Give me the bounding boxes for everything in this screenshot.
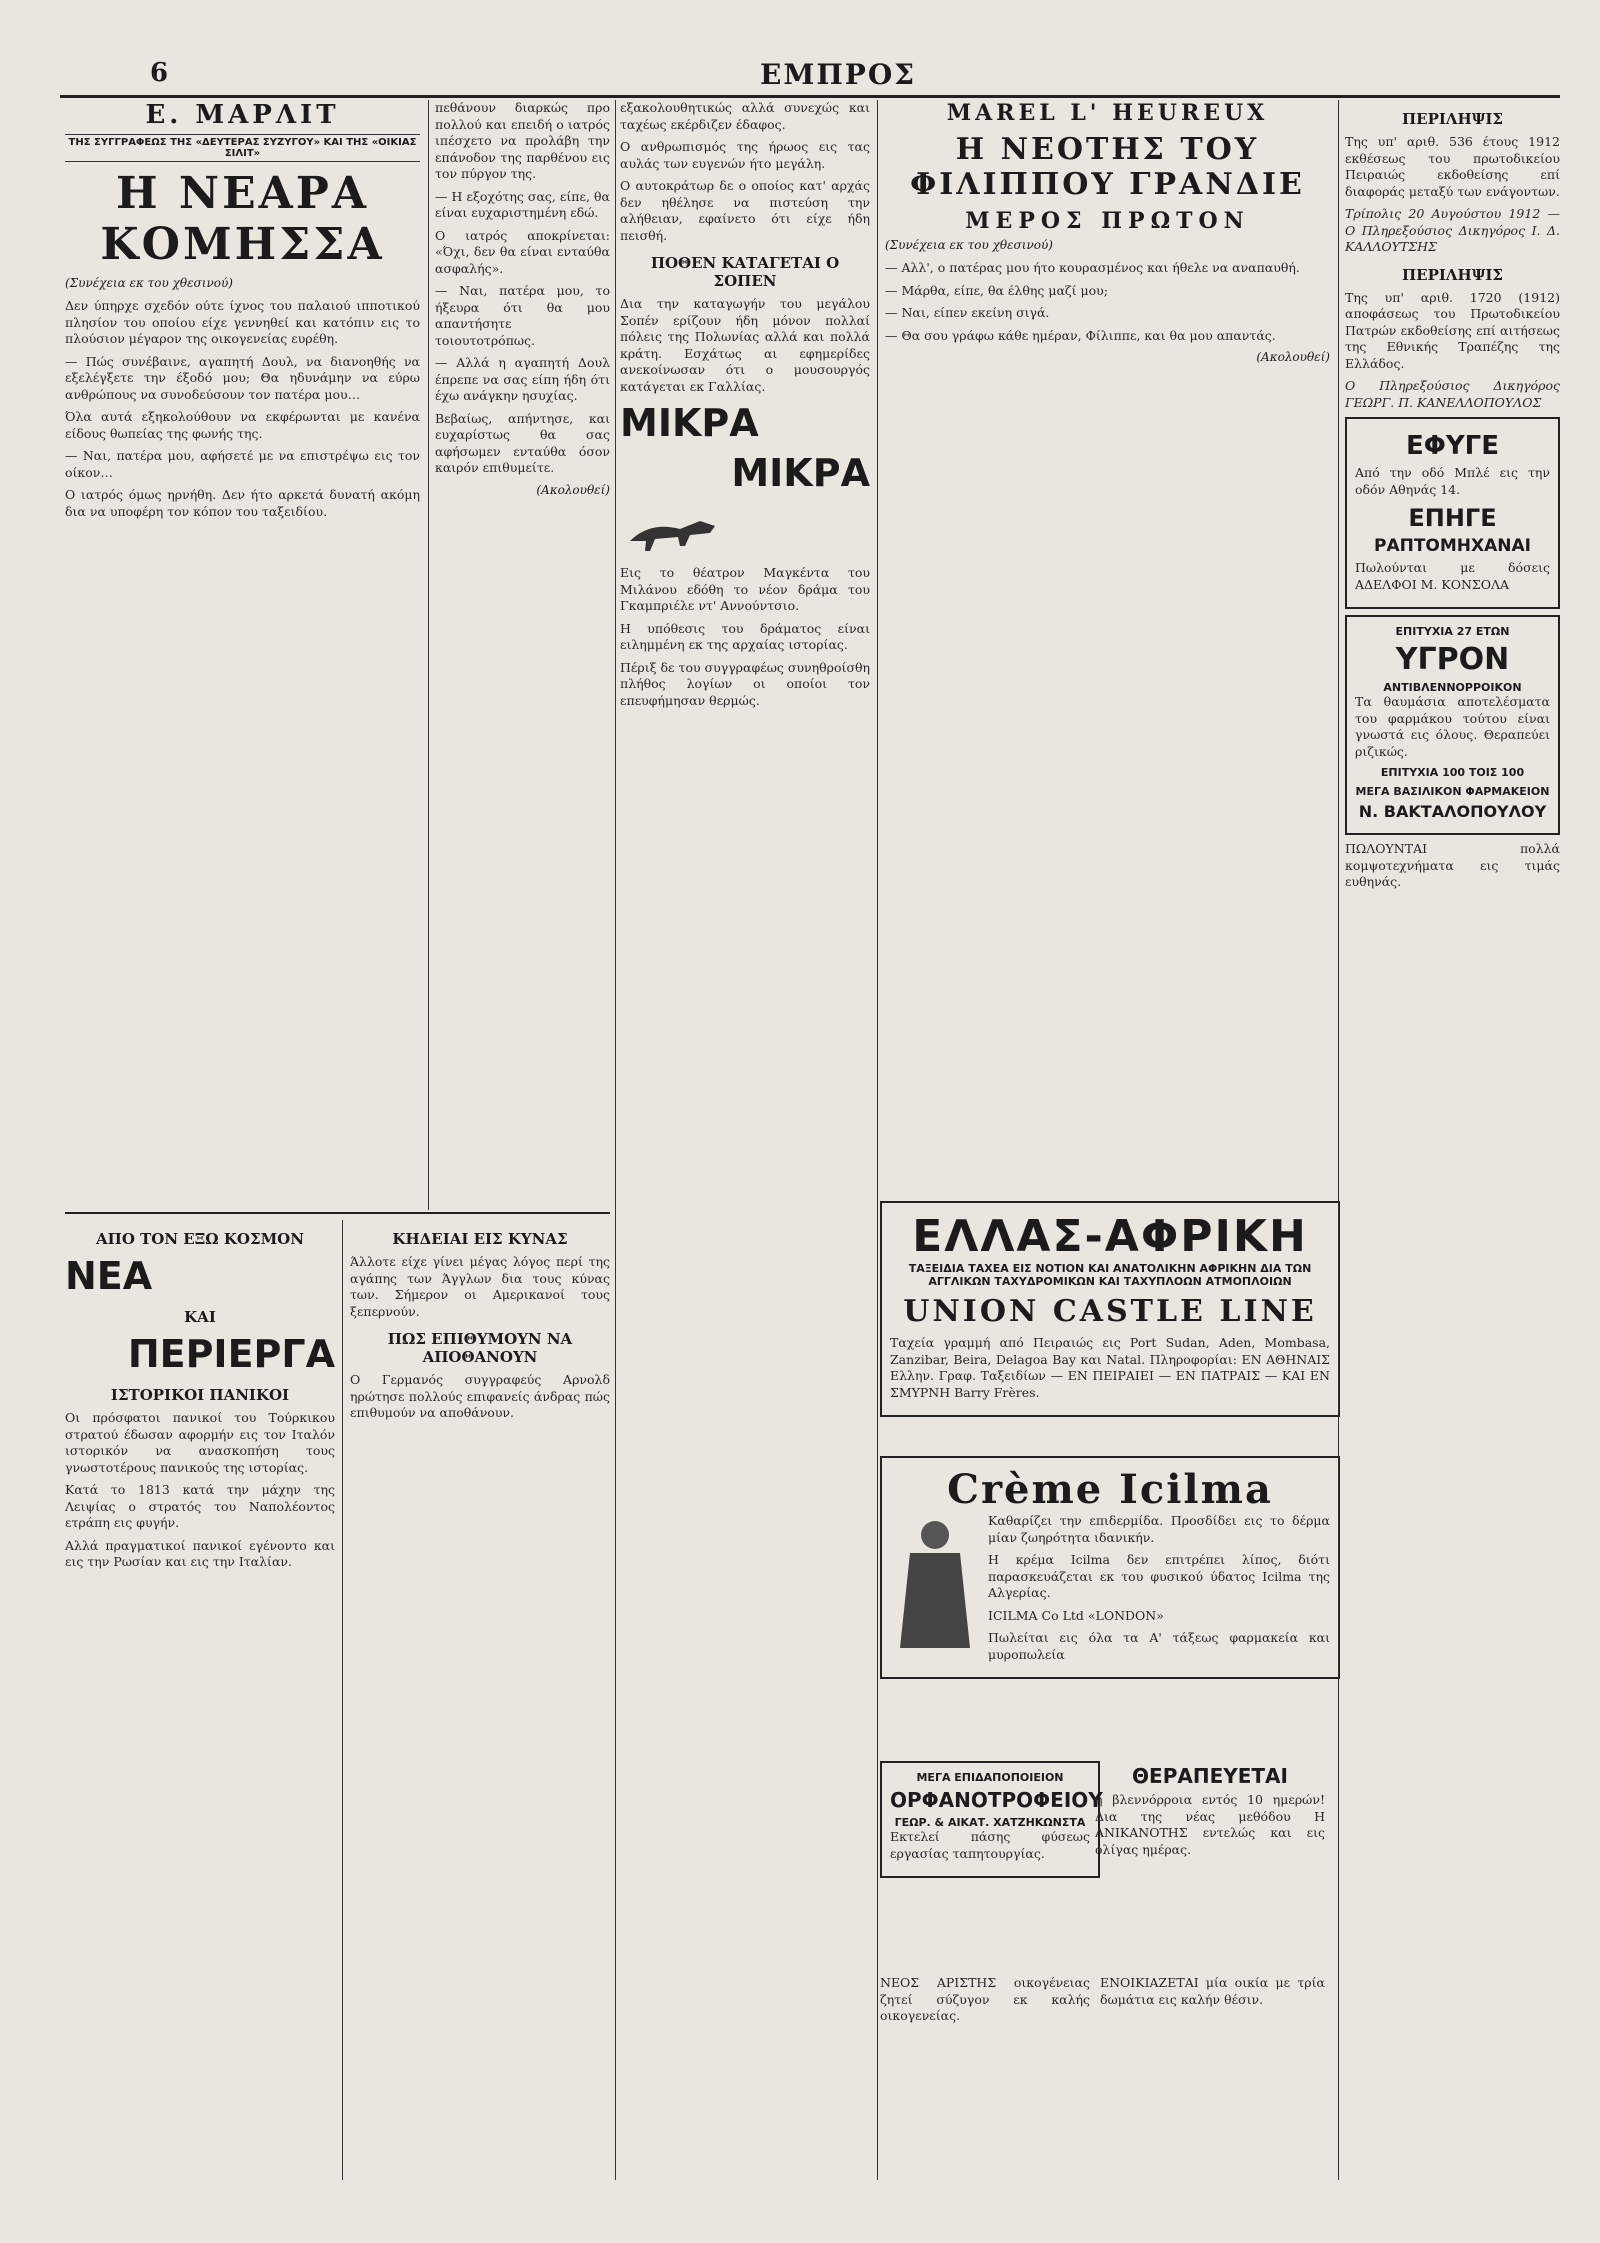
ad-orphan-head: ΜΕΓΑ ΕΠΙΔΑΠΟΠΟΙΕΙΟΝ [916,1771,1064,1784]
classified-text: ΕΝΟΙΚΙΑΖΕΤΑΙ μία οικία με τρία δωμάτια εις καλήν θέσιν. [1100,1975,1325,2007]
chopin-notice-title: ΠΟΘΕΝ ΚΑΤΑΓΕΤΑΙ Ο ΣΟΠΕΝ [650,254,840,290]
ygron-title: ΥΓΡΟΝ [1395,642,1510,677]
column-rule [342,1220,343,2180]
column-notices [1345,100,1560,897]
paragraph: — Ναι, πατέρα μου, το ήξευρα ότι θα μου απαντήσητε τοιουτοτρόπως. [435,283,610,348]
ygron-epityxia: ΕΠΙΤΥΧΙΑ 100 ΤΟΙΣ 100 [1380,766,1525,779]
ygron-sub: ΑΝΤΙΒΛΕΝΝΟΡΡΟΙΚΟΝ [1383,681,1522,694]
serial-continued: (Συνέχεια εκ του χθεσινού) [65,276,233,290]
serial-author: Ε. ΜΑΡΛΙΤ [145,100,340,130]
classified-text: ΠΩΛΟΥΝΤΑΙ πολλά κομψοτεχνήματα εις τιμάς ευθηνάς. [1345,841,1560,889]
serial2-part: ΜΕΡΟΣ ΠΡΩΤΟΝ [965,208,1250,234]
paragraph: — Ναι, είπεν εκείνη σιγά. [885,305,1050,320]
paragraph: Ο αυτοκράτωρ δε ο οποίος κατ' αρχάς δεν ηθέλησε να πιστεύση την αλήθειαν, εφαίνετο ότι είχε ήδη πεισθή. [620,178,870,243]
paragraph: Δεν ύπηρχε σχεδόν ούτε ίχνος του παλαιού ιπποτικού πλησίον του οποίου είχε γεννηθεί και κατόπιν εις το πλούσιον μέγαρον της οικογενείας ευρέθη. [65,298,420,346]
ad-efyge [1345,417,1560,609]
ad-therapy [1095,1760,1325,1864]
classified-bottom-left [880,1975,1090,2031]
paragraph: Η υπόθεσις του δράματος είναι ειλημμένη εκ της αρχαίας ιστορίας. [620,620,870,652]
paragraph: Πέριξ δε του συγγραφέως συνηθροίσθη πλήθος λογίων οι οποίοι τον επευφήμησαν θερμώς. [620,659,870,708]
column-rule [428,100,429,1210]
ygron-years: ΕΠΙΤΥΧΙΑ 27 ΕΤΩΝ [1395,625,1510,638]
serial2-signature: (Ακολουθεί) [1256,350,1330,364]
column-rule [615,100,616,2180]
serial-signature: (Ακολουθεί) [536,482,610,497]
mikra-title-1: ΜΙΚΡΑ [620,401,759,445]
perilipsis-signature: Τρίπολις 20 Αυγούστου 1912 — Ο Πληρεξούσιος Δικηγόρος Ι. Δ. ΚΑΛΛΟΥΤΣΗΣ [1345,206,1560,254]
ad-orphanage [880,1761,1103,1878]
news-kicker: ΑΠΟ ΤΟΝ ΕΞΩ ΚΟΣΜΟΝ [96,1230,304,1248]
news-head: ΙΣΤΟΡΙΚΟΙ ΠΑΝΙΚΟΙ [110,1386,290,1404]
ad-africa-line: UNION CASTLE LINE [903,1294,1317,1329]
paragraph: Δια την καταγωγήν του μεγάλου Σοπέν ερίζουν ήδη μόνον πολλαί πόλεις της Πολωνίας αλλά και πολλά κράτη. Εσχάτως αι εφημερίδες ανεκοίνωσαν ότι ο μουσουργός κατάγεται εκ Γαλλίας. [620,296,870,394]
news-title-erierga: ΠΕΡΙΕΡΓΑ [127,1332,335,1376]
column-rule [877,100,878,2180]
ad-creme-company: ICILMA Co Ltd «LONDON» [988,1607,1164,1623]
paragraph: Αλλά πραγματικοί πανικοί εγένοντο και εις την Ρωσίαν και εις την Ιταλίαν. [65,1537,335,1569]
ad-orphan-text: Εκτελεί πάσης φύσεως εργασίας ταπητουργίας. [890,1829,1090,1861]
paragraph: Όλα αυτά εξηκολούθουν να εκφέρωνται με κανένα είδους θωπείας της φωνής της. [65,409,420,441]
paragraph: — Η εξοχότης σας, είπε, θα είναι ευχαριστημένη εδώ. [435,188,610,220]
paragraph: Της υπ' αριθ. 536 έτους 1912 εκθέσεως του πρωτοδικείου Πειραιώς εκδοθείσης επί διαφοράς μεταξύ των ενάγοντων. [1345,134,1560,199]
paragraph: — Πώς συνέβαινε, αγαπητή Δουλ, να διανοηθής να εξελέγξετε την έξοδό μου; Θα ηδυνάμην να εύρω ανθρώπους να συνοδεύσουν τον πατέρα μου… [65,353,420,402]
paragraph: — Θα σου γράφω κάθε ημέραν, Φίλιππε, και θα μου απαντάς. [885,327,1276,343]
news-head-death: ΠΩΣ ΕΠΙΘΥΜΟΥΝ ΝΑ ΑΠΟΘΑΝΟΥΝ [387,1330,573,1366]
ad-therapy-title: ΘΕΡΑΠΕΥΕΤΑΙ [1132,1764,1288,1788]
ygron-text: Τα θαυμάσια αποτελέσματα του φαρμάκου τούτου είναι γνωστά εις όλους. Θεραπεύει ριζικώς. [1355,694,1550,759]
paragraph: Οι πρόσφατοι πανικοί του Τούρκικου στρατού έδωσαν αφορμήν εις τον Ιταλόν ιστορικόν να ανασκοπήση τους γνωστοτέρους πανικούς της ιστορίας. [65,1410,335,1475]
dog-illustration [620,501,730,561]
column-3 [620,100,870,715]
ad-creme-sold: Πωλείται εις όλα τα Α' τάξεως φαρμακεία και μυροπωλεία [988,1630,1330,1662]
ad-africa-text: Ταχεία γραμμή από Πειραιώς εις Port Sudan, Aden, Mombasa, Zanzibar, Beira, Delagoa Bay και Natal. Πληροφορίαι: ΕΝ ΑΘΗΝΑΙΣ Ελλην. Γραφ. Ταξειδίων — ΕΝ ΠΕΙΡΑΙΕΙ — ΕΝ ΠΑΤΡΑΙΣ — ΚΑΙ ΕΝ ΣΜΥΡΝΗ Barry Frères. [890,1335,1330,1400]
raptom-text: Πωλούνται με δόσεις ΑΔΕΛΦΟΙ Μ. ΚΟΝΣΟΛΑ [1355,560,1550,592]
news-column-2 [350,1220,610,1428]
paragraph: — Ναι, πατέρα μου, αφήσετέ με να επιστρέψω εις τον οίκον… [65,448,420,480]
efyge-title: ΕΦΥΓΕ [1405,431,1500,461]
epige-title: ΕΠΗΓΕ [1408,504,1497,532]
section-divider [65,1212,610,1214]
paragraph: Κατά το 1813 κατά την μάχην της Λειψίας ο στρατός του Ναπολέοντος ετράπη εις φυγήν. [65,1482,335,1530]
paragraph: Άλλοτε είχε γίνει μέγας λόγος περί της αγάπης των Άγγλων δια τους κύνας των. Σήμερον οι Αμερικανοί τους ξεπερνούν. [350,1254,610,1319]
classified-bottom-right [1100,1975,1325,2014]
newspaper-name: ΕΜΠΡΟΣ [760,58,917,91]
serial-byline: ΤΗΣ ΣΥΓΓΡΑΦΕΩΣ ΤΗΣ «ΔΕΥΤΕΡΑΣ ΣΥΖΥΓΟΥ» ΚΑΙ ΤΗΣ «ΟΙΚΙΑΣ ΣΙΛΙΤ» [65,134,420,162]
news-head-dogs: ΚΗΔΕΙΑΙ ΕΙΣ ΚΥΝΑΣ [392,1230,568,1248]
paragraph: — Αλλά η αγαπητή Δουλ έπρεπε να σας είπη ήδη ότι έχω ανάγκην ησυχίας. [435,355,610,403]
ad-ygron [1345,615,1560,835]
page-number: 6 [150,58,169,88]
serial-title: Η ΝΕΑΡΑ ΚΟΜΗΣΣΑ [100,168,385,270]
raptomichanai-title: ΡΑΠΤΟΜΗΧΑΝΑΙ [1373,536,1531,556]
column-serial-4 [885,100,1330,364]
news-title-kai: ΚΑΙ [184,1308,216,1326]
paragraph: — Αλλ', ο πατέρας μου ήτο κουρασμένος και ήθελε να αναπαυθή. [885,260,1300,275]
pharmacy-name: Ν. ΒΑΚΤΑΛΟΠΟΥΛΟΥ [1358,802,1547,821]
paragraph: Ο ιατρός αποκρίνεται: «Όχι, δεν θα είναι ενταύθα ασφαλής». [435,227,610,276]
news-title-nea: ΝΕΑ [65,1254,153,1298]
ad-orphan-title: ΟΡΦΑΝΟΤΡΟΦΕΙΟΥ [890,1788,1103,1812]
paragraph: εξακολουθητικώς αλλά συνεχώς και ταχέως εκέρδιζεν έδαφος. [620,100,870,132]
ad-creme-tagline: Καθαρίζει την επιδερμίδα. Προσδίδει εις το δέρμα μίαν ζωηρότητα ιδανικήν. [988,1513,1330,1545]
column-rule [1338,100,1339,2180]
woman-illustration [890,1513,980,1653]
ad-therapy-text: η βλεννόρροια εντός 10 ημερών! Δια της νέας μεθόδου Η ΑΝΙΚΑΝΟΤΗΣ εντελώς και εις ολίγας ημέρας. [1095,1792,1325,1857]
column-serial-1 [65,100,420,526]
paragraph: — Μάρθα, είπε, θα έλθης μαζί μου; [885,282,1108,298]
paragraph: πεθάνουν διαρκώς προ πολλού και επειδή ο ιατρός ιπέσχετο να προλάβη την επάνοδον της παρθένου εις τον πύργον της. [435,100,610,181]
ad-creme-icilma [880,1456,1340,1679]
pharmacy-head: ΜΕΓΑ ΒΑΣΙΛΙΚΟΝ ΦΑΡΜΑΚΕΙΟΝ [1355,785,1550,798]
ad-orphan-owner: ΓΕΩΡ. & ΑΙΚΑΤ. ΧΑΤΖΗΚΩΝΣΤΑ [894,1816,1086,1829]
efyge-text: Από την οδό Μπλέ εις την οδόν Αθηνάς 14. [1355,465,1550,497]
ad-africa-title: ΕΛΛΑΣ-ΑΦΡΙΚΗ [912,1211,1308,1262]
ad-africa-subtitle: ΤΑΞΕΙΔΙΑ ΤΑΧΕΑ ΕΙΣ ΝΟΤΙΟΝ ΚΑΙ ΑΝΑΤΟΛΙΚΗΝ ΑΦΡΙΚΗΝ ΔΙΑ ΤΩΝ ΑΓΓΛΙΚΩΝ ΤΑΧΥΔΡΟΜΙΚΩΝ ΚΑΙ ΤΑΧΥΠΛΟΩΝ ΑΤΜΟΠΛΟΙΩΝ [908,1262,1312,1288]
paragraph: Ο Γερμανός συγγραφεύς Αρνολδ ηρώτησε πολλούς επιφανείς άνδρας πώς επιθυμούν να αποθάνουν. [350,1372,610,1420]
serial2-continued: (Συνέχεια εκ του χθεσινού) [885,238,1053,252]
column-serial-2 [435,100,610,497]
paragraph: Της υπ' αριθ. 1720 (1912) αποφάσεως του Πρωτοδικείου Πατρών εκδοθείσης επί αιτήσεως της Εθνικής Τραπέζης της Ελλάδος. [1345,289,1560,371]
ad-creme-text: Η κρέμα Icilma δεν επιτρέπει λίπος, διότι παρασκευάζεται εκ του φυσικού ύδατος Icilma της Αλγερίας. [988,1552,1330,1600]
paragraph: Εις το θέατρον Μαγκέντα του Μιλάνου εδόθη το νέον δράμα του Γκαμπριέλε ντ' Αννούντσιο. [620,565,870,613]
ad-ellas-afriki [880,1201,1340,1417]
classified-text: ΝΕΟΣ ΑΡΙΣΤΗΣ οικογένειας ζητεί σύζυγον εκ καλής οικογενείας. [880,1975,1090,2023]
serial2-title: Η ΝΕΟΤΗΣ ΤΟΥ ΦΙΛΙΠΠΟΥ ΓΡΑΝΔΙΕ [910,132,1305,202]
ad-creme-title: Crème Icilma [947,1466,1273,1513]
paragraph: Βεβαίως, απήντησε, και ευχαρίστως θα σας αφήσωμεν ενταύθα όσον καιρόν επιθυμείτε. [435,410,610,475]
news-curiosities-section [65,1220,335,1577]
perilipsis-title: ΠΕΡΙΛΗΨΙΣ [1401,110,1504,128]
perilipsis2-title: ΠΕΡΙΛΗΨΙΣ [1401,265,1504,284]
paragraph: Ο ιατρός όμως ηρνήθη. Δεν ήτο αρκετά δυνατή ακόμη δια να υποφέρη τον κόπον του ταξειδίου. [65,487,420,519]
serial2-author: MAREL L' HEUREUX [946,100,1269,126]
paragraph: Ο ανθρωπισμός της ήρωος εις τας αυλάς των ευγενών ήτο μεγάλη. [620,139,870,171]
mikra-title-2: ΜΙΚΡΑ [731,451,870,495]
perilipsis2-signature: Ο Πληρεξούσιος Δικηγόρος ΓΕΩΡΓ. Π. ΚΑΝΕΛΛΟΠΟΥΛΟΣ [1345,378,1560,410]
